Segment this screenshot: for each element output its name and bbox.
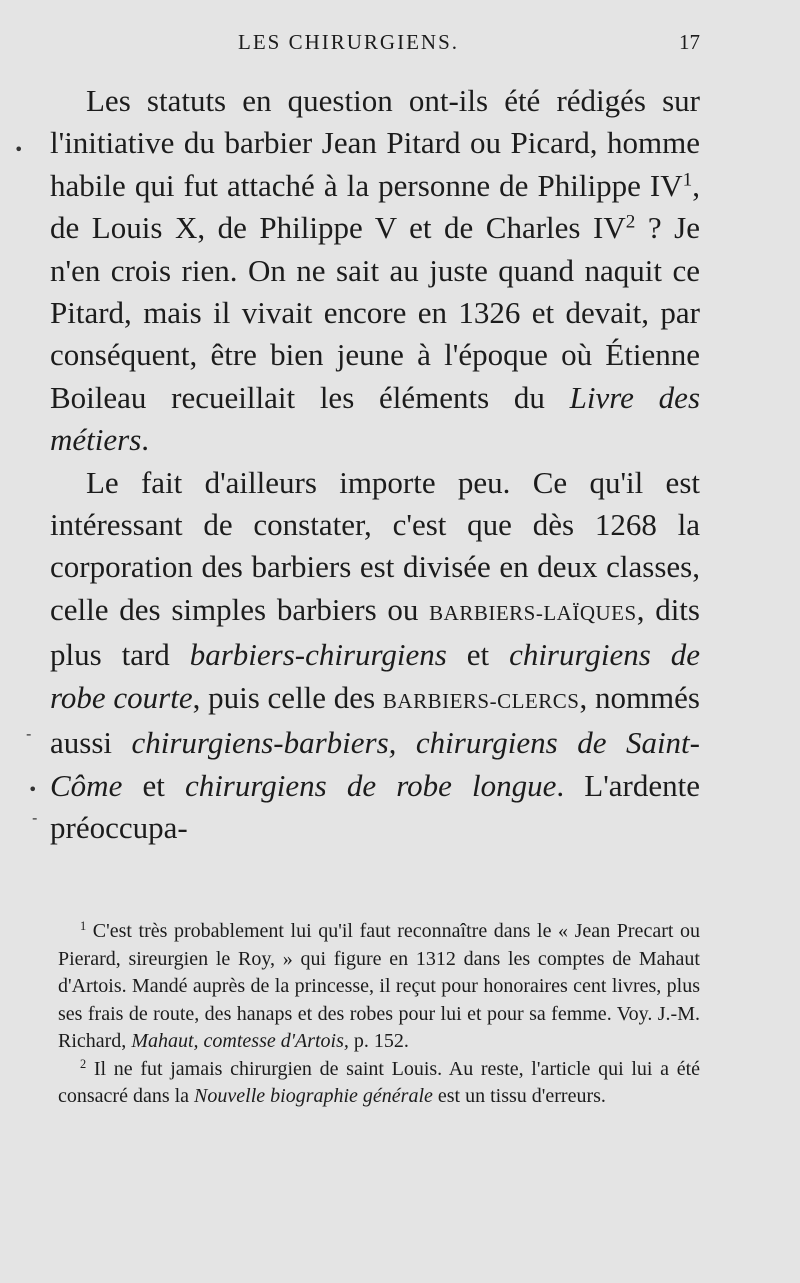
text-run: . L'ardente préoccupa-: [50, 767, 700, 845]
margin-speck: -: [32, 808, 38, 827]
italic-citation: Nouvelle biographie générale: [194, 1085, 433, 1107]
italic-term: chirurgiens-barbiers, chirurgiens de Saint-Côme: [50, 725, 700, 803]
text-run: ? Je n'en crois rien. On ne sait au juste quand naquit ce Pitard, mais il vivait encore en 1326 et devait, par conséquent, être bien jeune à l'époque où Étienne Boileau recueillait les éléments du: [50, 210, 700, 415]
margin-speck: -: [26, 724, 32, 743]
footnote-text: p. 152.: [348, 1030, 409, 1052]
footnote-ref-2: 2: [625, 211, 636, 233]
text-run: , puis celle des: [192, 679, 383, 715]
page-number: 17: [679, 30, 700, 54]
footnote-marker-2: 2: [80, 1056, 87, 1071]
margin-speck: •: [14, 140, 24, 159]
footnotes: [58, 918, 700, 1111]
footnote-2: [58, 1056, 700, 1111]
footnote-text: Il ne fut jamais chirurgien de saint Louis. Au reste, l'article qui lui a été consacré dans la: [58, 1057, 700, 1107]
footnote-text: est un tissu d'erreurs.: [432, 1085, 606, 1107]
text-run: Le fait d'ailleurs importe peu. Ce qu'il est intéressant de constater, c'est que dès 1268 la corporation des barbiers est divisée en deux classes, celle des simples barbiers ou: [50, 464, 700, 627]
paragraph-2: [50, 462, 700, 850]
text-run: .: [141, 422, 150, 458]
text-run: et: [122, 767, 185, 803]
paragraph-1: [50, 80, 700, 462]
footnote-1: [58, 918, 700, 1056]
small-caps-term: BARBIERS-CLERCS: [382, 688, 580, 713]
text-run: Les statuts en question ont-ils été rédigés sur l'initiative du barbier Jean Pitard ou Picard, homme habile qui fut attaché à la personne de Philippe IV: [50, 83, 700, 203]
text-run: , de Louis X, de Philippe V et de Charles IV: [50, 167, 700, 246]
text-run: et: [446, 637, 510, 673]
main-text: [50, 80, 700, 849]
italic-citation: Mahaut, comtesse d'Artois,: [131, 1030, 349, 1052]
italic-title: Livre des métiers: [50, 379, 701, 458]
running-head: LES CHIRURGIENS.: [238, 30, 460, 54]
footnote-marker-1: 1: [80, 919, 87, 934]
text-run: , dits plus tard: [50, 591, 700, 673]
footnote-text: C'est très probablement lui qu'il faut reconnaître dans le « Jean Precart ou Pierard, sireurgien le Roy, » qui figure en 1312 dans les comptes de Mahaut d'Artois. Mandé auprès de la princesse, il reçut pour honoraires cent livres, plus ses frais de route, des hanaps et des robes pour lui et pour sa femme. Voy. J.-M. Richard,: [58, 920, 700, 1052]
italic-term: chirurgiens de robe courte: [50, 637, 701, 715]
page-header: [50, 30, 700, 60]
italic-term: chirurgiens de robe longue: [184, 767, 557, 803]
margin-speck: •: [28, 780, 38, 799]
text-run: , nommés aussi: [50, 679, 700, 761]
footnote-ref-1: 1: [682, 169, 693, 191]
italic-term: barbiers-chirurgiens: [189, 637, 447, 673]
small-caps-term: BARBIERS-LAÏQUES: [429, 600, 637, 625]
